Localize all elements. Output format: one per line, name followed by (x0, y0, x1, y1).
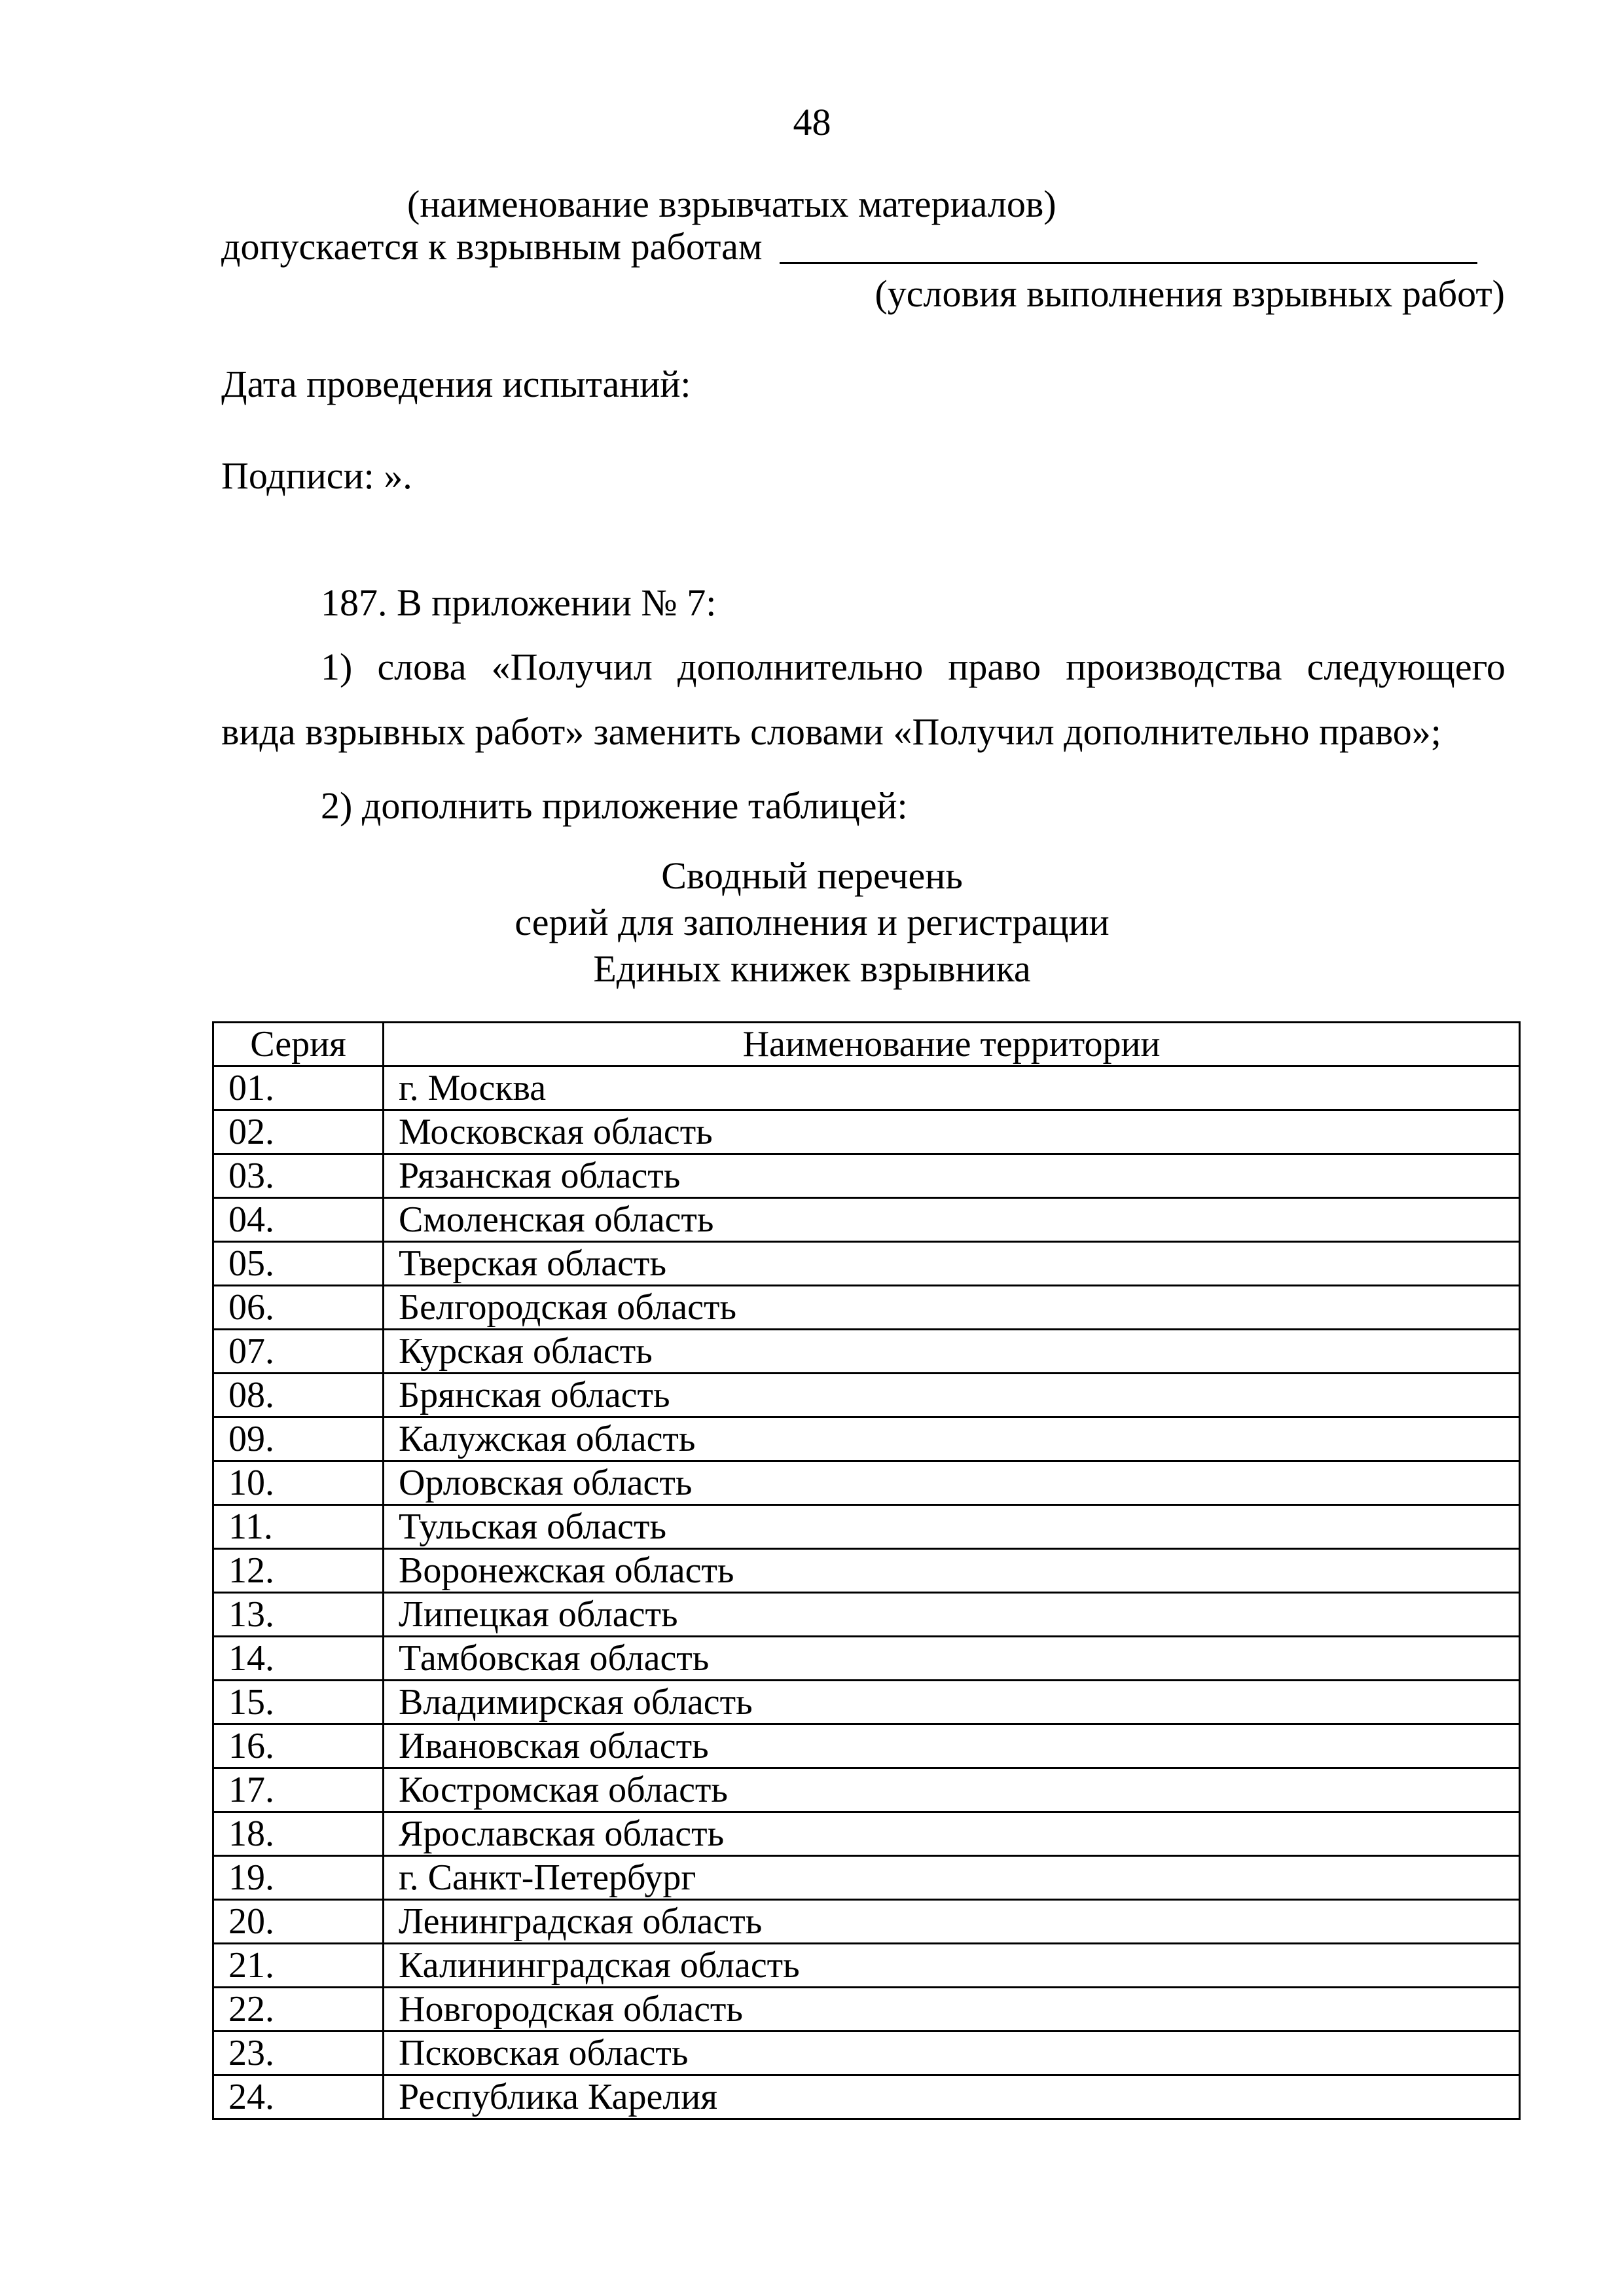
subitem-1-line-1 (221, 648, 1506, 686)
table-row (213, 1154, 1520, 1198)
table-row (213, 1812, 1520, 1856)
table-row (213, 1330, 1520, 1374)
territory-cell: г. Москва (384, 1066, 1520, 1110)
word: слова (377, 646, 467, 688)
table-title-line-2: серий для заполнения и регистрации (514, 901, 1110, 943)
word: следующего (1307, 646, 1506, 688)
territory-cell: г. Санкт-Петербург (384, 1856, 1520, 1900)
subitem-2: 2) дополнить приложение таблицей: (321, 784, 908, 827)
table-row (213, 1286, 1520, 1330)
territory-cell: Новгородская область (384, 1988, 1520, 2032)
series-cell: 09. (213, 1417, 384, 1461)
table-row (213, 1066, 1520, 1110)
test-date-label: Дата проведения испытаний: (221, 363, 691, 405)
table-row (213, 1110, 1520, 1154)
table-row (213, 1417, 1520, 1461)
subitem-1-line-2: вида взрывных работ» заменить словами «Получил дополнительно право»; (221, 710, 1441, 753)
header-series: Серия (213, 1023, 384, 1066)
item-187: 187. В приложении № 7: (321, 581, 717, 624)
series-cell: 19. (213, 1856, 384, 1900)
page-number: 48 (793, 101, 831, 143)
series-cell: 20. (213, 1900, 384, 1944)
territory-cell: Ивановская область (384, 1724, 1520, 1768)
table-body (213, 1066, 1520, 2119)
series-cell: 13. (213, 1593, 384, 1637)
territory-cell: Тамбовская область (384, 1637, 1520, 1681)
table-row (213, 1681, 1520, 1724)
series-cell: 15. (213, 1681, 384, 1724)
territory-cell: Воронежская область (384, 1549, 1520, 1593)
word: 1) (321, 646, 353, 688)
territory-cell: Ярославская область (384, 1812, 1520, 1856)
series-cell: 23. (213, 2032, 384, 2075)
table-title (0, 852, 1624, 992)
series-cell: 05. (213, 1242, 384, 1286)
territory-cell: Брянская область (384, 1374, 1520, 1417)
series-cell: 06. (213, 1286, 384, 1330)
territory-cell: Псковская область (384, 2032, 1520, 2075)
table-row (213, 1768, 1520, 1812)
series-cell: 02. (213, 1110, 384, 1154)
territory-cell: Белгородская область (384, 1286, 1520, 1330)
table-row (213, 1593, 1520, 1637)
table-row (213, 1549, 1520, 1593)
table-row (213, 1988, 1520, 2032)
series-cell: 08. (213, 1374, 384, 1417)
series-cell: 11. (213, 1505, 384, 1549)
conditions-caption: (условия выполнения взрывных работ) (875, 272, 1505, 315)
series-cell: 17. (213, 1768, 384, 1812)
table-row (213, 1900, 1520, 1944)
territory-cell: Московская область (384, 1110, 1520, 1154)
territory-cell: Тверская область (384, 1242, 1520, 1286)
series-cell: 24. (213, 2075, 384, 2119)
table-row (213, 1374, 1520, 1417)
table-header-row (213, 1023, 1520, 1066)
table-row (213, 1724, 1520, 1768)
territory-cell: Орловская область (384, 1461, 1520, 1505)
signatures-label: Подписи: ». (221, 454, 412, 497)
territory-cell: Курская область (384, 1330, 1520, 1374)
series-cell: 10. (213, 1461, 384, 1505)
series-cell: 04. (213, 1198, 384, 1242)
table-row (213, 1856, 1520, 1900)
subitem-1-paragraph (221, 648, 1506, 751)
territory-cell: Калининградская область (384, 1944, 1520, 1988)
word: право (948, 646, 1041, 688)
table-title-line-1: Сводный перечень (661, 854, 963, 897)
territory-cell: Владимирская область (384, 1681, 1520, 1724)
territory-cell: Калужская область (384, 1417, 1520, 1461)
materials-caption: (наименование взрывчатых материалов) (407, 183, 1056, 225)
header-territory: Наименование территории (384, 1023, 1520, 1066)
word: производства (1066, 646, 1282, 688)
table-row (213, 2075, 1520, 2119)
series-cell: 18. (213, 1812, 384, 1856)
territory-cell: Смоленская область (384, 1198, 1520, 1242)
word: «Получил (491, 646, 653, 688)
table-row (213, 1944, 1520, 1988)
series-cell: 01. (213, 1066, 384, 1110)
table-row (213, 2032, 1520, 2075)
series-cell: 14. (213, 1637, 384, 1681)
series-table (212, 1021, 1521, 2120)
territory-cell: Ленинградская область (384, 1900, 1520, 1944)
table-row (213, 1505, 1520, 1549)
table-title-line-3: Единых книжек взрывника (593, 947, 1031, 990)
table-row (213, 1198, 1520, 1242)
series-cell: 12. (213, 1549, 384, 1593)
conditions-blank-line (780, 262, 1477, 264)
territory-cell: Республика Карелия (384, 2075, 1520, 2119)
table-row (213, 1242, 1520, 1286)
series-cell: 07. (213, 1330, 384, 1374)
territory-cell: Костромская область (384, 1768, 1520, 1812)
territory-cell: Рязанская область (384, 1154, 1520, 1198)
table-row (213, 1637, 1520, 1681)
word: дополнительно (677, 646, 924, 688)
territory-cell: Липецкая область (384, 1593, 1520, 1637)
territory-cell: Тульская область (384, 1505, 1520, 1549)
series-cell: 21. (213, 1944, 384, 1988)
table-row (213, 1461, 1520, 1505)
admitted-text: допускается к взрывным работам (221, 225, 763, 268)
series-cell: 03. (213, 1154, 384, 1198)
series-cell: 22. (213, 1988, 384, 2032)
series-cell: 16. (213, 1724, 384, 1768)
